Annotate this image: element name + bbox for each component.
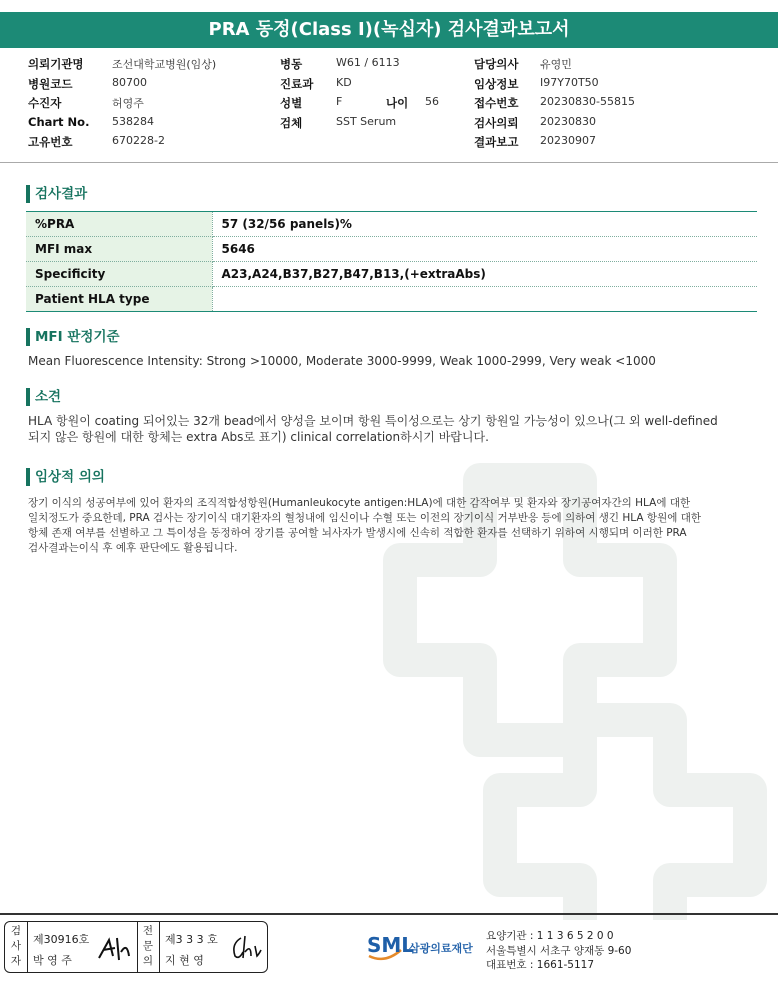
clinical-heading: 임상적 의의	[26, 468, 105, 486]
clinical-line-3: 항체 존재 여부를 선별하고 그 특이성을 동정하여 장기를 공여할 뇌사자가 발생시에 신속히 적합한 환자를 선택하기 위하여 시행되며 이러한 PRA	[28, 527, 687, 539]
dept-value: KD	[336, 75, 352, 89]
table-row	[26, 212, 757, 237]
result-value: 57 (32/56 panels)%	[212, 212, 757, 237]
specialist-signature	[227, 932, 263, 964]
tester-signature	[95, 934, 133, 964]
hospital-code-label: 병원코드	[28, 76, 73, 91]
chart-value: 538284	[112, 114, 154, 128]
doctor-label: 담당의사	[474, 57, 519, 71]
ward-value: W61 / 6113	[336, 56, 400, 69]
specialist-name: 지 현 영	[165, 954, 204, 967]
clinical-line-1: 장기 이식의 성공여부에 있어 환자의 조직적합성항원(Humanleukocyte antigen:HLA)에 대한 감작여부 및 환자와 장기공여자간의 HLA에 대한	[28, 497, 691, 509]
table-row	[26, 287, 757, 312]
report-date: 20230907	[540, 134, 596, 147]
tester-vertical-label: 검 사 자	[10, 925, 22, 967]
specialist-vertical-label: 전 문 의	[142, 925, 154, 967]
age-label: 나이	[386, 96, 409, 110]
result-key: Specificity	[26, 262, 212, 287]
sex-value: F	[336, 95, 343, 108]
result-value: A23,A24,B37,B27,B47,B13,(+extraAbs)	[212, 262, 757, 287]
table-row	[26, 262, 757, 287]
results-table	[26, 211, 757, 312]
unique-label: 고유번호	[28, 135, 73, 149]
result-key: Patient HLA type	[26, 287, 212, 312]
age-value: 56	[425, 95, 439, 108]
org-phone: 대표번호 : 1661-5117	[486, 959, 595, 971]
org-address-block	[486, 929, 631, 973]
footer-divider	[0, 913, 778, 915]
ward-label: 병동	[280, 57, 303, 71]
hospital-code-value: 80700	[112, 75, 147, 89]
recipient-label: 수진자	[28, 96, 62, 110]
report-title: PRA 동정(Class I)(녹십자) 검사결과보고서	[0, 12, 778, 48]
results-heading: 검사결과	[26, 185, 87, 203]
tester-name: 박 영 주	[33, 954, 72, 967]
specimen-label: 검체	[280, 115, 303, 130]
chart-label: Chart No.	[28, 114, 90, 129]
receipt-label: 접수번호	[474, 96, 519, 110]
clinical-line-4: 검사결과는이식 후 예후 판단에도 활용됩니다.	[28, 542, 238, 554]
mfi-heading: MFI 판정기준	[26, 328, 120, 346]
org-code: 요양기관 : 1 1 3 6 5 2 0 0	[486, 930, 614, 942]
institution-value: 조선대학교병원(임상)	[112, 58, 217, 71]
clinical-info-label: 임상정보	[474, 76, 519, 91]
request-label: 검사의뢰	[474, 115, 519, 130]
institution-label: 의뢰기관명	[28, 57, 84, 71]
specimen-value: SST Serum	[336, 114, 397, 128]
watermark-logo	[330, 420, 778, 920]
result-value: 5646	[212, 237, 757, 262]
result-value	[212, 287, 757, 312]
divider	[0, 162, 778, 163]
dept-label: 진료과	[280, 76, 314, 91]
opinion-heading: 소견	[26, 388, 61, 406]
signature-box	[4, 921, 268, 973]
patient-info	[28, 56, 748, 154]
table-row	[26, 237, 757, 262]
receipt-value: 20230830-55815	[540, 95, 635, 108]
result-key: MFI max	[26, 237, 212, 262]
sml-logo	[365, 930, 483, 970]
unique-value: 670228-2	[112, 134, 165, 147]
clinical-line-2: 일치정도가 중요한데, PRA 검사는 장기이식 대기환자의 혈청내에 임신이나 수혈 또는 이전의 장기이식 거부반응 등에 의하여 생긴 HLA 항원에 대한	[28, 512, 701, 524]
result-key: %PRA	[26, 212, 212, 237]
tester-number: 제30916호	[33, 933, 90, 946]
recipient-value: 허영주	[112, 97, 144, 110]
doctor-value: 유영민	[540, 58, 572, 71]
clinical-info-value: I97Y70T50	[540, 75, 599, 89]
org-address: 서울특별시 서초구 양재동 9-60	[486, 944, 632, 957]
opinion-line-2: 되지 않은 항원에 대한 항체는 extra Abs로 표기) clinical correlation하시기 바랍니다.	[28, 430, 489, 444]
org-name: 삼광의료재단	[409, 942, 473, 955]
mfi-text: Mean Fluorescence Intensity: Strong >10000, Moderate 3000-9999, Weak 1000-2999, Very weak <1000	[28, 354, 656, 368]
opinion-line-1: HLA 항원이 coating 되어있는 32개 bead에서 양성을 보이며 항원 특이성으로는 상기 항원일 가능성이 있으나(그 외 well-defined	[28, 414, 718, 428]
sex-label: 성별	[280, 96, 303, 110]
logo-text: SML	[367, 933, 415, 957]
report-label: 결과보고	[474, 135, 519, 149]
request-date: 20230830	[540, 114, 596, 128]
specialist-number: 제3 3 3 호	[165, 933, 218, 946]
